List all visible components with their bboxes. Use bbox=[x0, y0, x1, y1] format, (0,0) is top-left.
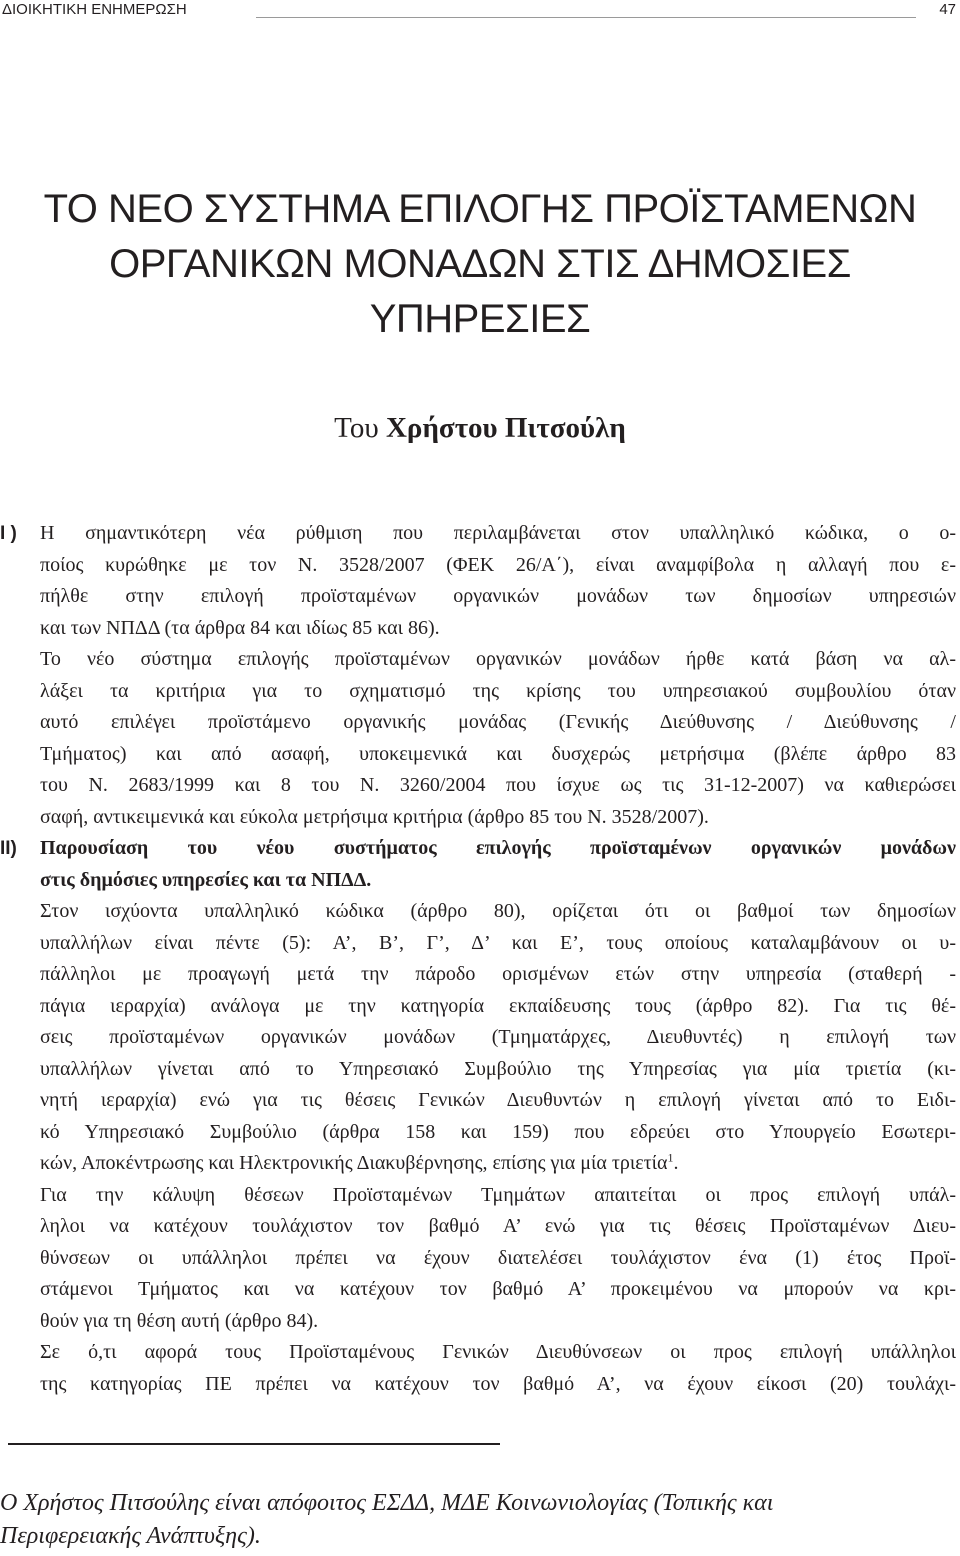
footnote-line: Περιφερειακής Ανάπτυξης). bbox=[0, 1523, 261, 1549]
text-line: Το νέο σύστημα επιλογής προϊσταμένων οργανικών μονάδων ήρθε κατά βάση να αλ- bbox=[40, 648, 956, 670]
text-line: θούν για τη θέση αυτή (άρθρο 84). bbox=[40, 1309, 319, 1332]
text-line bbox=[40, 1148, 956, 1180]
text-line: ληλοι να κατέχουν τουλάχιστον τον βαθμό Α’ ενώ για τις θέσεις Προϊσταμένων Διευ- bbox=[40, 1215, 956, 1237]
footnote-line: Ο Χρήστος Πιτσούλης είναι απόφοιτος ΕΣΔΔ, ΜΔΕ Κοινωνιολογίας (Τοπικής και bbox=[0, 1490, 774, 1516]
text-line: υπαλλήλων είναι πέντε (5): Α’, Β’, Γ’, Δ’ και Ε’, τους οποίους καταλαμβάνουν οι υ- bbox=[40, 931, 956, 954]
text-line: σαφή, αντικειμενικά και εύκολα μετρήσιμα κριτήρια (άρθρο 85 του Ν. 3528/2007). bbox=[40, 805, 709, 828]
text-line: και των ΝΠΔΔ (τα άρθρα 84 και ιδίως 85 και 86). bbox=[40, 616, 440, 639]
footnote-marker: 1 bbox=[667, 1150, 674, 1165]
text-line: της κατηγορίας ΠΕ πρέπει να κατέχουν τον βαθμό Α’, να έχουν είκοσι (20) τουλάχι- bbox=[40, 1372, 956, 1395]
section-1 bbox=[0, 518, 960, 833]
section-number: ΙΙ) bbox=[0, 838, 17, 859]
text-line: Σε ό,τι αφορά τους Προϊσταμένους Γενικών Διευθύνσεων οι προς επιλογή υπάλληλοι bbox=[40, 1341, 956, 1363]
text-line: πάλληλοι με προαγωγή μετά την πάροδο ορισμένων ετών στην υπηρεσία (σταθερή - bbox=[40, 963, 956, 985]
author-name: Χρήστου Πιτσούλη bbox=[385, 412, 626, 444]
text-line-content: κών, Αποκέντρωσης και Ηλεκτρονικής Διακυβέρνησης, επίσης για μία τριετία bbox=[40, 1152, 668, 1174]
text-line: κό Υπηρεσιακό Συμβούλιο (άρθρα 158 και 159) που εδρεύει στο Υπουργείο Εσωτερι- bbox=[40, 1120, 956, 1143]
section-number: Ι ) bbox=[0, 523, 17, 544]
title-line: ΤΟ ΝΕΟ ΣΥΣΤΗΜΑ ΕΠΙΛΟΓΗΣ ΠΡΟΪΣΤΑΜΕΝΩΝ bbox=[43, 187, 917, 231]
sentence-end: . bbox=[673, 1152, 679, 1174]
paragraph bbox=[40, 644, 956, 833]
article-body bbox=[0, 518, 960, 1400]
text-line: πάγια ιεραρχία) ανάλογα με την κατηγορία εκπαίδευσης τους (άρθρο 82). Για τις θέ- bbox=[40, 994, 956, 1017]
byline bbox=[0, 410, 960, 446]
text-line: πήλθε στην επιλογή προϊσταμένων οργανικών μονάδων των δημοσίων υπηρεσιών bbox=[40, 585, 956, 607]
text-line: Η σημαντικότερη νέα ρύθμιση που περιλαμβάνεται στον υπαλληλικό κώδικα, ο ο- bbox=[40, 522, 956, 544]
author-footnote bbox=[0, 1487, 960, 1553]
text-line: Για την κάλυψη θέσεων Προϊσταμένων Τμημάτων απαιτείται οι προς επιλογή υπάλ- bbox=[40, 1183, 956, 1206]
journal-title: ΔΙΟΙΚΗΤΙΚΗ ΕΝΗΜΕΡΩΣΗ bbox=[2, 1, 187, 18]
text-line: του Ν. 2683/1999 και 8 του Ν. 3260/2004 που ίσχυε ως τις 31-12-2007) να καθιερώσει bbox=[40, 774, 956, 796]
section-heading bbox=[40, 833, 956, 896]
text-line: Στον ισχύοντα υπαλληλικό κώδικα (άρθρο 80), ορίζεται ότι οι βαθμοί των δημοσίων bbox=[40, 900, 956, 922]
header-rule bbox=[256, 17, 916, 18]
title-line: ΥΠΗΡΕΣΙΕΣ bbox=[369, 297, 591, 341]
byline-prefix: Του bbox=[334, 412, 379, 444]
text-line: υπαλλήλων γίνεται από το Υπηρεσιακό Συμβούλιο της Υπηρεσίας για μία τριετία (κι- bbox=[40, 1057, 956, 1080]
footnote-rule bbox=[8, 1443, 500, 1445]
section-2 bbox=[0, 833, 960, 1400]
paragraph bbox=[40, 518, 956, 644]
paragraph bbox=[40, 1337, 956, 1400]
article-title bbox=[0, 182, 960, 347]
text-line: στάμενοι Τμήματος και να κατέχουν τον βαθμό Α’ προκειμένου να μπορούν να κρι- bbox=[40, 1278, 956, 1300]
heading-line: στις δημόσιες υπηρεσίες και τα ΝΠΔΔ. bbox=[40, 868, 372, 891]
page-number: 47 bbox=[939, 1, 956, 18]
text-line: λάξει τα κριτήρια για το σχηματισμό της κρίσης του υπηρεσιακού συμβουλίου όταν bbox=[40, 679, 956, 702]
text-line: αυτό επιλέγει προϊστάμενο οργανικής μονάδας (Γενικής Διεύθυνσης / Διεύθυνσης / bbox=[40, 711, 956, 733]
paragraph bbox=[40, 1180, 956, 1338]
text-line: Τμήματος) και από ασαφή, υποκειμενικά και δυσχερώς μετρήσιμα (βλέπε άρθρο 83 bbox=[40, 742, 956, 765]
running-head bbox=[0, 0, 960, 24]
text-line: νητή ιεραρχία) ενώ για τις θέσεις Γενικών Διευθυντών η επιλογή γίνεται από το Ειδι- bbox=[40, 1089, 956, 1111]
text-line: ποίος κυρώθηκε με τον Ν. 3528/2007 (ΦΕΚ 26/Α΄), είναι αναμφίβολα η αλλαγή που ε- bbox=[40, 553, 956, 576]
title-line: ΟΡΓΑΝΙΚΩΝ ΜΟΝΑΔΩΝ ΣΤΙΣ ΔΗΜΟΣΙΕΣ bbox=[109, 242, 851, 286]
text-line: θύνσεων οι υπάλληλοι πρέπει να έχουν διατελέσει τουλάχιστον ένα (1) έτος Προϊ- bbox=[40, 1246, 956, 1269]
paragraph bbox=[40, 896, 956, 1180]
text-line: σεις προϊσταμένων οργανικών μονάδων (Τμηματάρχες, Διευθυντές) η επιλογή των bbox=[40, 1026, 956, 1048]
heading-line: Παρουσίαση του νέου συστήματος επιλογής προϊσταμένων οργανικών μονάδων bbox=[40, 837, 956, 859]
